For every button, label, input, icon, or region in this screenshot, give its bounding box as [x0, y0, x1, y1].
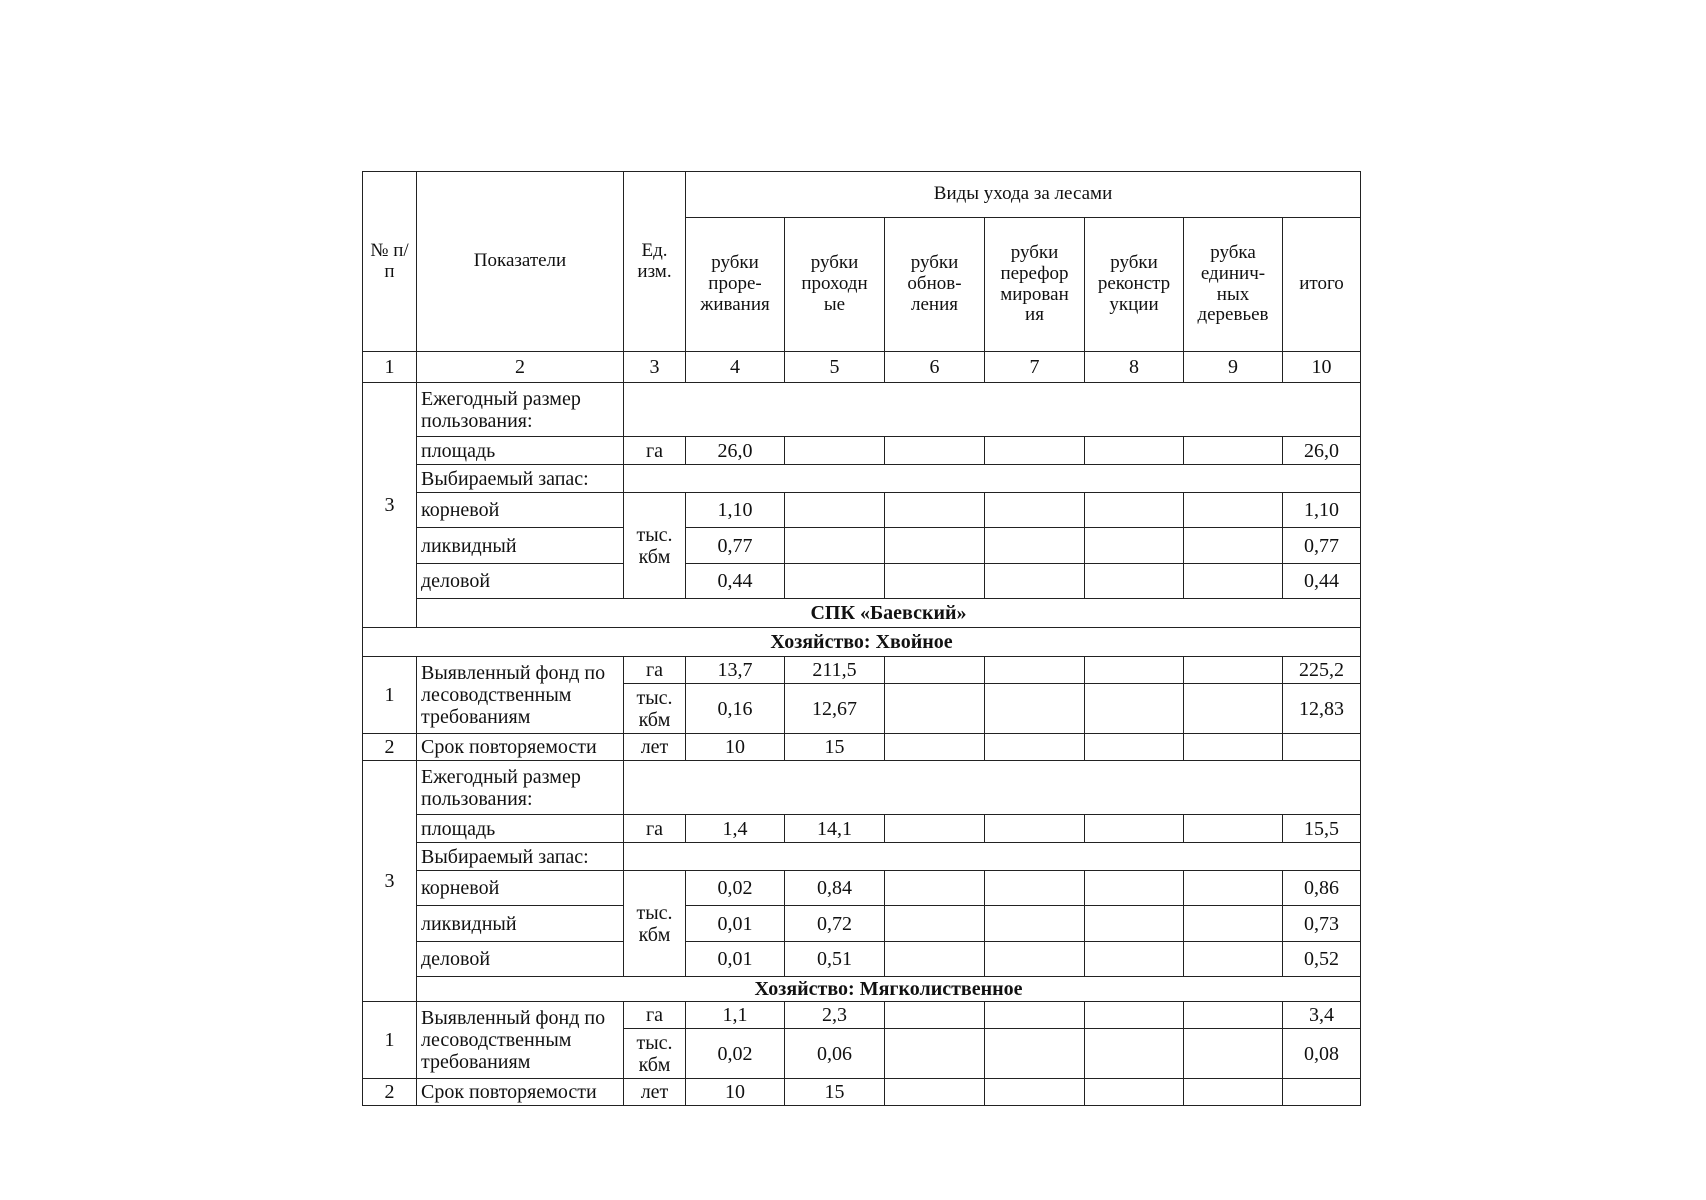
- unit-cell: лет: [624, 734, 686, 761]
- value-cell: 0,77: [686, 528, 785, 564]
- unit-cell: тыс. кбм: [624, 684, 686, 734]
- value-cell: 1,10: [686, 493, 785, 528]
- header-kind: рубки обнов-ления: [885, 218, 985, 352]
- total-cell: 15,5: [1283, 815, 1361, 843]
- total-cell: 0,44: [1283, 564, 1361, 599]
- value-cell: 0,44: [686, 564, 785, 599]
- unit-cell: га: [624, 437, 686, 465]
- total-cell: 0,77: [1283, 528, 1361, 564]
- row-label: Выявленный фонд по лесоводственным требованиям: [417, 657, 624, 734]
- total-cell: 0,08: [1283, 1029, 1361, 1079]
- column-numbers-row: [363, 352, 1361, 383]
- value-cell: 10: [686, 1079, 785, 1106]
- unit-cell: тыс. кбм: [624, 493, 686, 599]
- table-row: [363, 734, 1361, 761]
- header-kind: рубки реконстр укции: [1085, 218, 1184, 352]
- section-title-conifer: Хозяйство: Хвойное: [363, 628, 1361, 657]
- table-row: [363, 628, 1361, 657]
- row-label: Ежегодный размер пользования:: [417, 383, 624, 437]
- unit-cell: га: [624, 657, 686, 684]
- value-cell: 13,7: [686, 657, 785, 684]
- column-number: 2: [417, 352, 624, 383]
- value-cell: 15: [785, 734, 885, 761]
- value-cell: 211,5: [785, 657, 885, 684]
- column-number: 4: [686, 352, 785, 383]
- row-number: 2: [363, 1079, 417, 1106]
- value-cell: 0,02: [686, 871, 785, 906]
- row-label: деловой: [417, 564, 624, 599]
- section-title-softwood: Хозяйство: Мягколиственное: [417, 977, 1361, 1002]
- header-num: № п/п: [363, 172, 417, 352]
- column-number: 5: [785, 352, 885, 383]
- value-cell: 0,16: [686, 684, 785, 734]
- header-unit: Ед. изм.: [624, 172, 686, 352]
- row-label: Срок повторяемости: [417, 734, 624, 761]
- table-row: [363, 657, 1361, 684]
- column-number: 6: [885, 352, 985, 383]
- column-number: 10: [1283, 352, 1361, 383]
- unit-cell: га: [624, 815, 686, 843]
- total-cell: 225,2: [1283, 657, 1361, 684]
- unit-cell: тыс. кбм: [624, 871, 686, 977]
- unit-cell: га: [624, 1002, 686, 1029]
- header-kind: рубки проходн ые: [785, 218, 885, 352]
- value-cell: 0,84: [785, 871, 885, 906]
- value-cell: 0,01: [686, 906, 785, 942]
- header-kind: рубки перефор мирован ия: [985, 218, 1085, 352]
- table-row: [363, 528, 1361, 564]
- value-cell: 10: [686, 734, 785, 761]
- total-cell: 0,86: [1283, 871, 1361, 906]
- row-label: Срок повторяемости: [417, 1079, 624, 1106]
- row-label: ликвидный: [417, 906, 624, 942]
- row-label: Выявленный фонд по лесоводственным требованиям: [417, 1002, 624, 1079]
- row-label: деловой: [417, 942, 624, 977]
- organization-title: СПК «Баевский»: [417, 599, 1361, 628]
- table-row: [363, 383, 1361, 437]
- value-cell: 15: [785, 1079, 885, 1106]
- total-cell: 3,4: [1283, 1002, 1361, 1029]
- value-cell: 12,67: [785, 684, 885, 734]
- table-row: [363, 465, 1361, 493]
- table-row: [363, 906, 1361, 942]
- row-number: 3: [363, 761, 417, 1002]
- header-kind: рубки проре-живания: [686, 218, 785, 352]
- row-number: 1: [363, 657, 417, 734]
- row-number: 1: [363, 1002, 417, 1079]
- total-cell: 12,83: [1283, 684, 1361, 734]
- value-cell: 0,51: [785, 942, 885, 977]
- unit-cell: лет: [624, 1079, 686, 1106]
- table-row: [363, 871, 1361, 906]
- column-number: 3: [624, 352, 686, 383]
- table-row: [363, 843, 1361, 871]
- row-label: Выбираемый запас:: [417, 843, 624, 871]
- value-cell: 0,06: [785, 1029, 885, 1079]
- table-row: [363, 815, 1361, 843]
- row-label: Выбираемый запас:: [417, 465, 624, 493]
- table-row: [363, 437, 1361, 465]
- value-cell: 1,1: [686, 1002, 785, 1029]
- total-cell: 0,73: [1283, 906, 1361, 942]
- total-cell: 26,0: [1283, 437, 1361, 465]
- row-label: корневой: [417, 871, 624, 906]
- header-indicators: Показатели: [417, 172, 624, 352]
- unit-cell: тыс. кбм: [624, 1029, 686, 1079]
- forest-care-table: [362, 171, 1361, 1106]
- value-cell: 0,01: [686, 942, 785, 977]
- column-number: 9: [1184, 352, 1283, 383]
- table-row: [363, 564, 1361, 599]
- row-label: Ежегодный размер пользования:: [417, 761, 624, 815]
- value-cell: 26,0: [686, 437, 785, 465]
- value-cell: 0,72: [785, 906, 885, 942]
- column-number: 8: [1085, 352, 1184, 383]
- column-number: 1: [363, 352, 417, 383]
- value-cell: 2,3: [785, 1002, 885, 1029]
- total-cell: 1,10: [1283, 493, 1361, 528]
- table-row: [363, 599, 1361, 628]
- table-row: [363, 977, 1361, 1002]
- column-number: 7: [985, 352, 1085, 383]
- table-row: [363, 1002, 1361, 1029]
- value-cell: 1,4: [686, 815, 785, 843]
- header-kind: рубка единич-ных деревьев: [1184, 218, 1283, 352]
- table-row: [363, 942, 1361, 977]
- header-row: [363, 172, 1361, 218]
- value-cell: 0,02: [686, 1029, 785, 1079]
- row-label: ликвидный: [417, 528, 624, 564]
- table-row: [363, 493, 1361, 528]
- value-cell: 14,1: [785, 815, 885, 843]
- table-row: [363, 1079, 1361, 1106]
- row-label: площадь: [417, 815, 624, 843]
- row-label: корневой: [417, 493, 624, 528]
- header-group-title: Виды ухода за лесами: [686, 172, 1361, 218]
- row-number: 3: [363, 383, 417, 628]
- header-kind-total: итого: [1283, 218, 1361, 352]
- table-row: [363, 761, 1361, 815]
- row-number: 2: [363, 734, 417, 761]
- row-label: площадь: [417, 437, 624, 465]
- total-cell: 0,52: [1283, 942, 1361, 977]
